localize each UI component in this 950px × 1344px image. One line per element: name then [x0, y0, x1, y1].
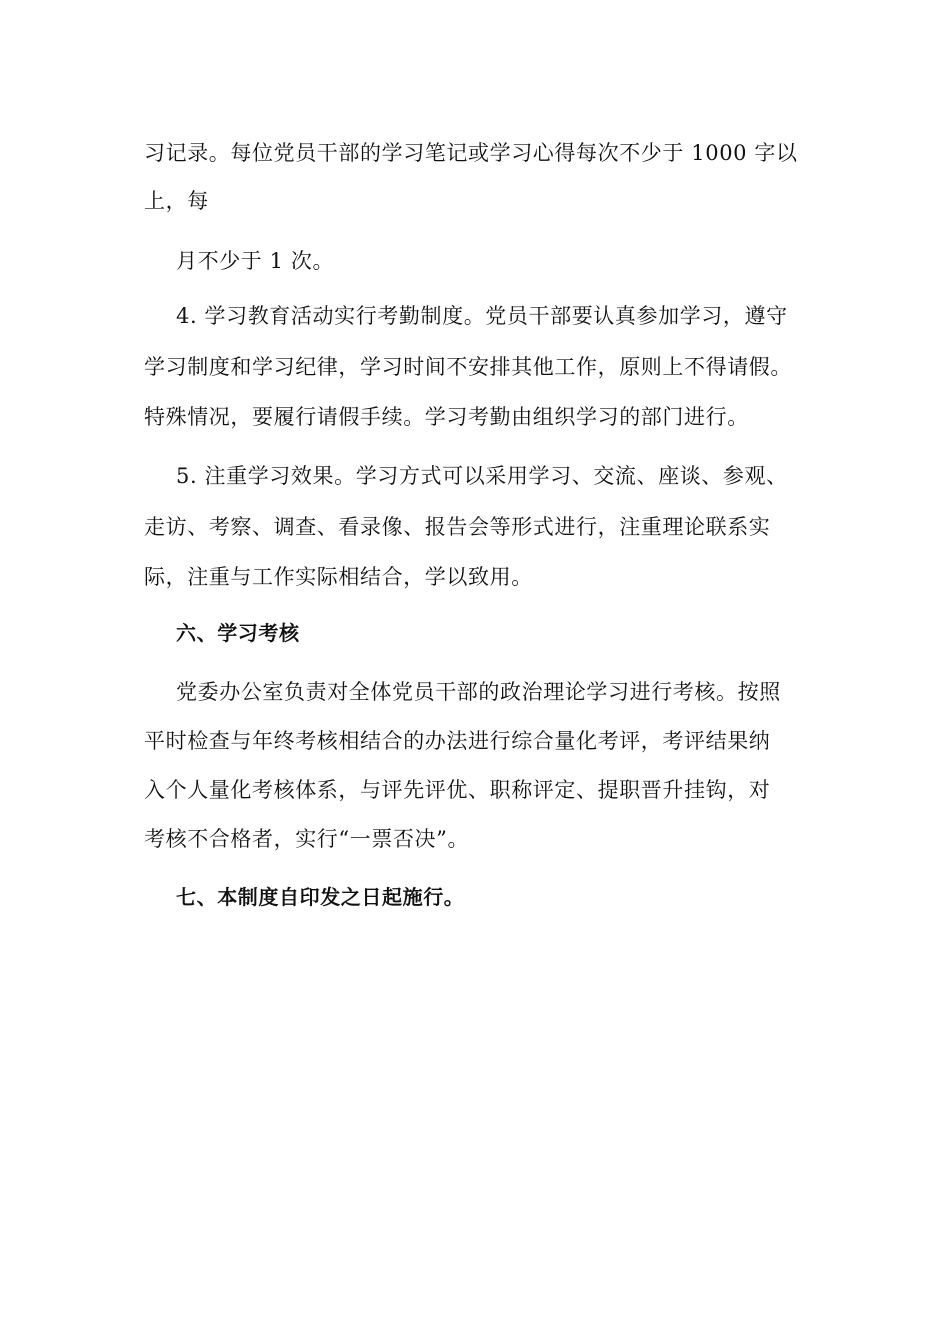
paragraph-line: 4. 学习教育活动实行考勤制度。党员干部要认真参加学习，遵守: [176, 304, 788, 328]
paragraph-line: 月不少于 1 次。: [176, 249, 335, 273]
section-heading: 六、学习考核: [176, 621, 300, 645]
paragraph-line: 5. 注重学习效果。学习方式可以采用学习、交流、座谈、参观、: [176, 464, 788, 488]
paragraph-line: 际，注重与工作实际相结合，学以致用。: [144, 565, 533, 589]
section-heading: 七、本制度自印发之日起施行。: [176, 885, 465, 909]
paragraph-line: 走访、考察、调查、看录像、报告会等形式进行，注重理论联系实: [144, 515, 771, 539]
paragraph-line: 考核不合格者，实行“一票否决”。: [144, 827, 470, 851]
paragraph-line: 习记录。每位党员干部的学习笔记或学习心得每次不少于 1000 字以: [144, 141, 798, 165]
paragraph-line: 上，每: [144, 189, 209, 213]
paragraph-line: 入个人量化考核体系，与评先评优、职称评定、提职晋升挂钩，对: [144, 778, 771, 802]
paragraph-line: 平时检查与年终考核相结合的办法进行综合量化考评，考评结果纳: [144, 729, 771, 753]
paragraph-line: 学习制度和学习纪律，学习时间不安排其他工作，原则上不得请假。: [144, 355, 792, 379]
paragraph-line: 党委办公室负责对全体党员干部的政治理论学习进行考核。按照: [176, 680, 781, 704]
paragraph-line: 特殊情况，要履行请假手续。学习考勤由组织学习的部门进行。: [144, 405, 749, 429]
